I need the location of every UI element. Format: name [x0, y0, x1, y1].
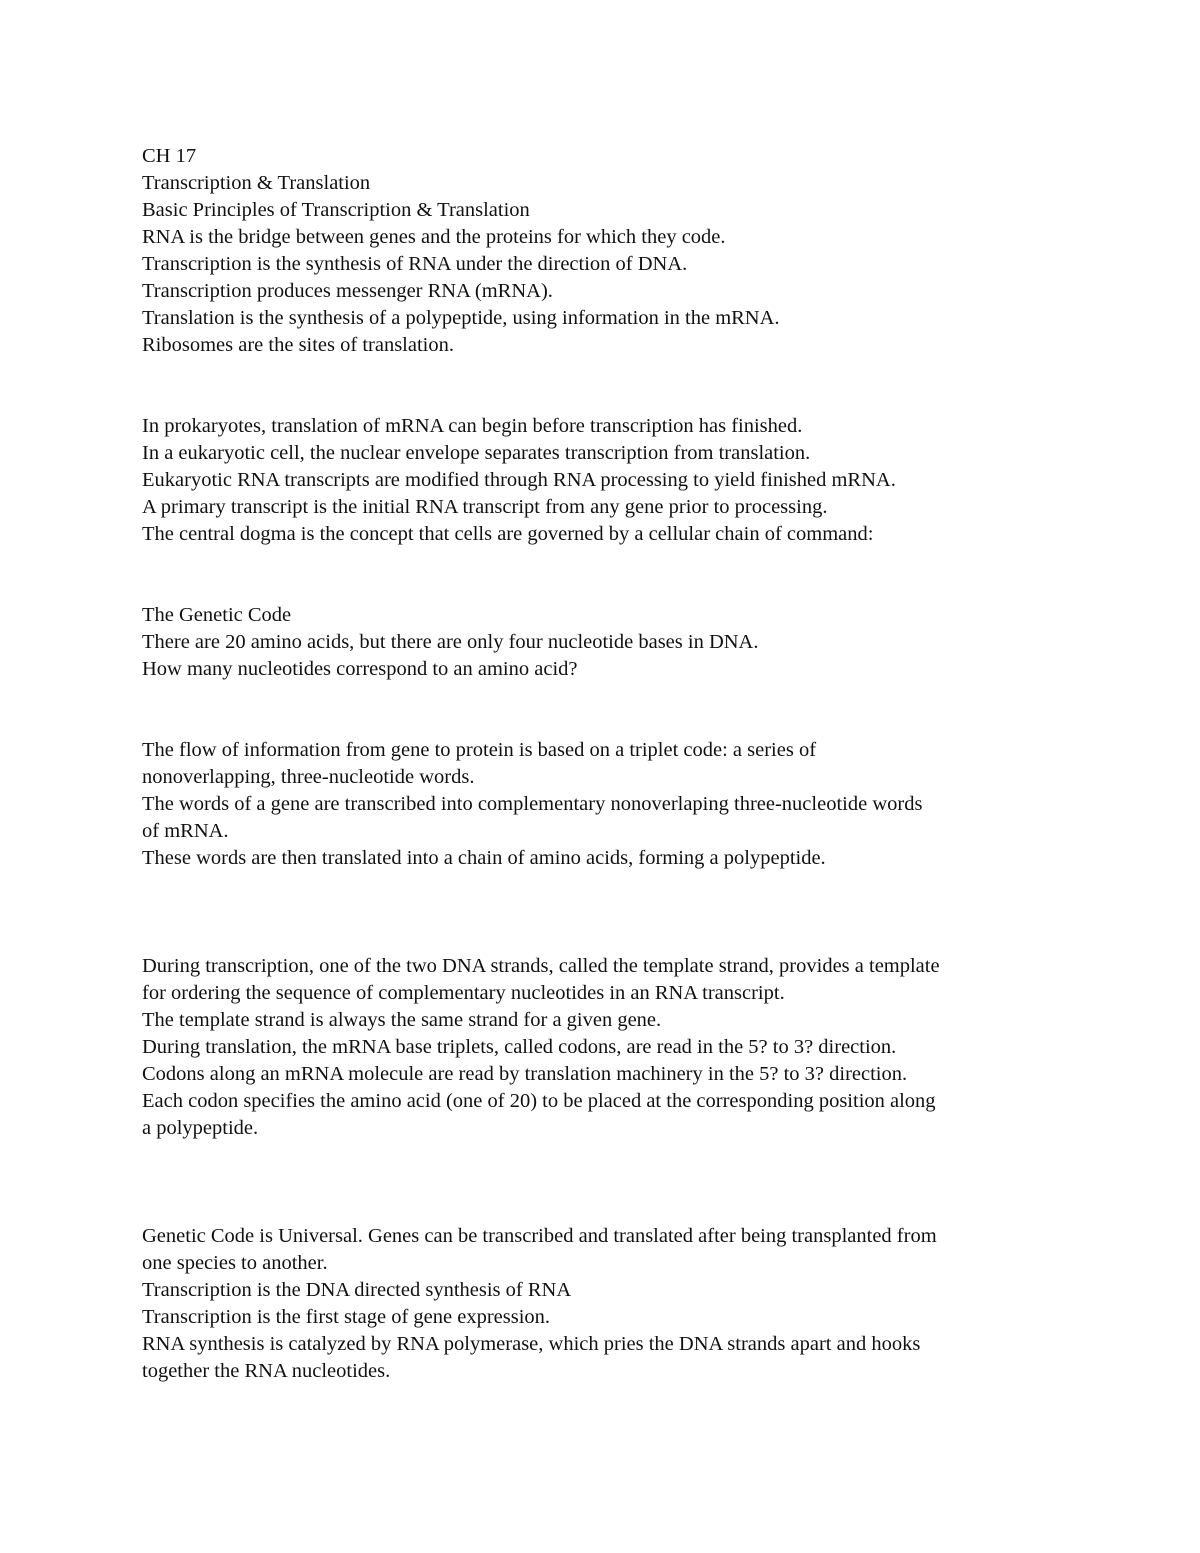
section-heading: Basic Principles of Transcription & Translation [142, 199, 530, 221]
text-line: Codons along an mRNA molecule are read by translation machinery in the 5? to 3? direction. [142, 1063, 908, 1085]
paragraph-universal-code [142, 1223, 1072, 1385]
text-line: one species to another. [142, 1252, 328, 1274]
text-line: The central dogma is the concept that cells are governed by a cellular chain of command: [142, 523, 874, 545]
paragraph-spacer [142, 683, 1072, 737]
text-line: nonoverlapping, three-nucleotide words. [142, 766, 475, 788]
text-line: A primary transcript is the initial RNA transcript from any gene prior to processing. [142, 496, 828, 518]
text-line: Eukaryotic RNA transcripts are modified through RNA processing to yield finished mRNA. [142, 469, 896, 491]
paragraph-template-strand [142, 953, 1072, 1142]
paragraph-triplet-code [142, 737, 1072, 872]
paragraph-genetic-code [142, 602, 1072, 683]
text-line: Translation is the synthesis of a polypeptide, using information in the mRNA. [142, 307, 780, 329]
text-line: The flow of information from gene to protein is based on a triplet code: a series of [142, 739, 817, 761]
text-line: RNA is the bridge between genes and the proteins for which they code. [142, 226, 726, 248]
chapter-label: CH 17 [142, 145, 197, 167]
text-line: for ordering the sequence of complementary nucleotides in an RNA transcript. [142, 982, 785, 1004]
text-line: Transcription is the first stage of gene expression. [142, 1306, 551, 1328]
text-line: In prokaryotes, translation of mRNA can begin before transcription has finished. [142, 415, 803, 437]
document-body [142, 143, 1072, 1385]
paragraph-spacer [142, 359, 1072, 413]
text-line: Genetic Code is Universal. Genes can be transcribed and translated after being transplanted from [142, 1225, 937, 1247]
text-line: Each codon specifies the amino acid (one of 20) to be placed at the corresponding position along [142, 1090, 936, 1112]
text-line: of mRNA. [142, 820, 229, 842]
text-line: There are 20 amino acids, but there are only four nucleotide bases in DNA. [142, 631, 759, 653]
text-line: together the RNA nucleotides. [142, 1360, 391, 1382]
text-line: a polypeptide. [142, 1117, 259, 1139]
paragraph-basic-principles [142, 224, 1072, 359]
text-line: The template strand is always the same strand for a given gene. [142, 1009, 662, 1031]
paragraph-spacer [142, 872, 1072, 953]
paragraph-prokaryotes-eukaryotes [142, 413, 1072, 548]
text-line: RNA synthesis is catalyzed by RNA polymerase, which pries the DNA strands apart and hooks [142, 1333, 921, 1355]
text-line: Transcription is the DNA directed synthesis of RNA [142, 1279, 572, 1301]
text-line: During translation, the mRNA base triplets, called codons, are read in the 5? to 3? direction. [142, 1036, 897, 1058]
text-line: In a eukaryotic cell, the nuclear envelope separates transcription from translation. [142, 442, 811, 464]
text-line: How many nucleotides correspond to an amino acid? [142, 658, 578, 680]
subheading-genetic-code: The Genetic Code [142, 604, 292, 626]
text-line: Transcription produces messenger RNA (mRNA). [142, 280, 553, 302]
text-line: Ribosomes are the sites of translation. [142, 334, 454, 356]
document-title: Transcription & Translation [142, 172, 371, 194]
text-line: Transcription is the synthesis of RNA under the direction of DNA. [142, 253, 688, 275]
paragraph-spacer [142, 1142, 1072, 1223]
text-line: During transcription, one of the two DNA strands, called the template strand, provides a template [142, 955, 940, 977]
text-line: These words are then translated into a chain of amino acids, forming a polypeptide. [142, 847, 826, 869]
paragraph-spacer [142, 548, 1072, 602]
text-line: The words of a gene are transcribed into complementary nonoverlaping three-nucleotide words [142, 793, 923, 815]
